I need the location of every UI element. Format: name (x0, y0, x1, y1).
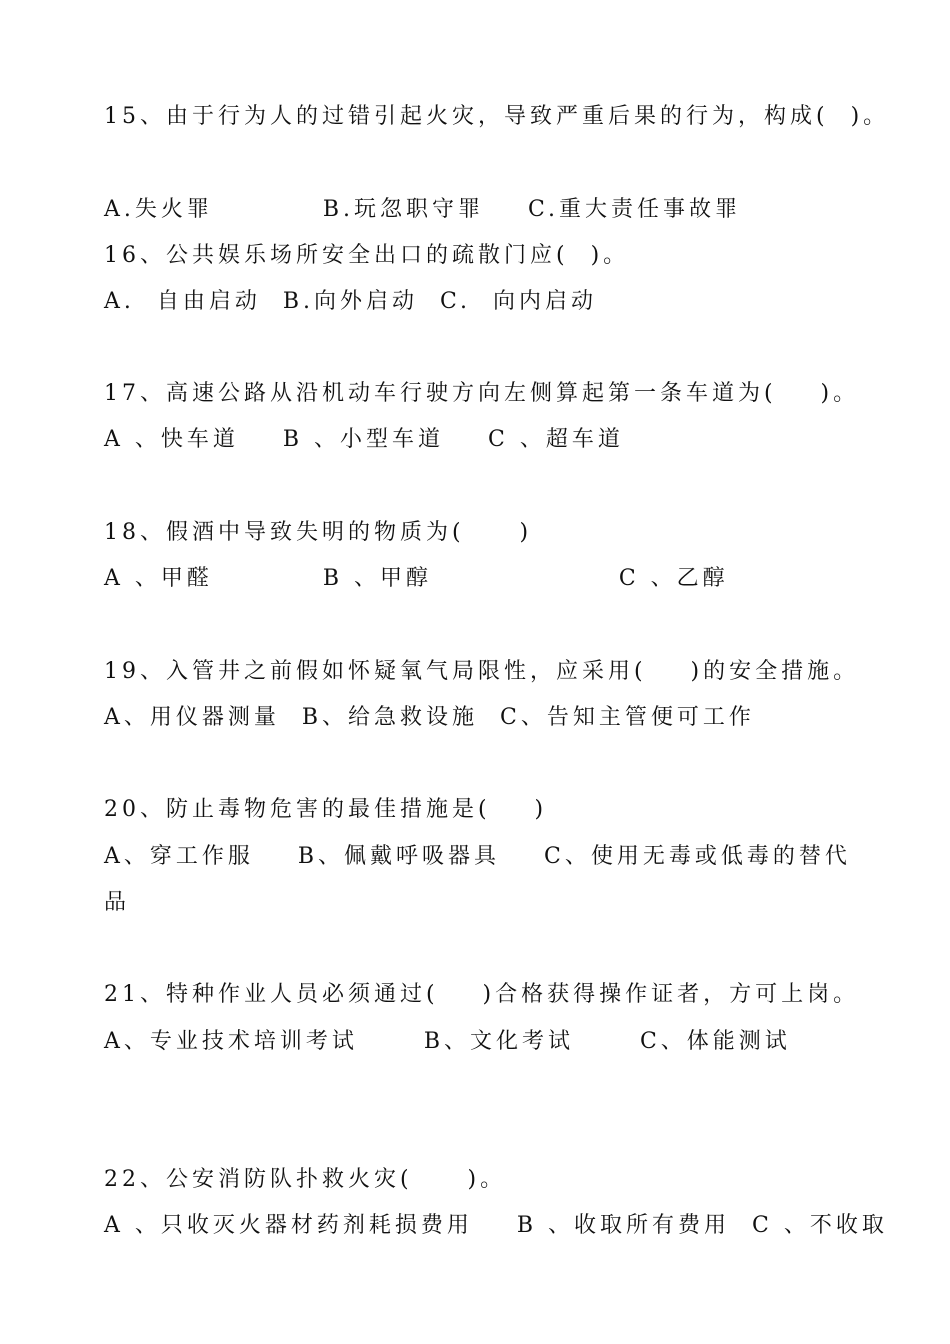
question-16-options: A. 自由启动 B.向外启动 C. 向内启动 (104, 289, 598, 314)
question-21-stem: 21、特种作业人员必须通过( )合格获得操作证者，方可上岗。 (104, 982, 860, 1007)
question-20-options: A、穿工作服 B、佩戴呼吸器具 C、使用无毒或低毒的替代 (104, 844, 851, 869)
question-20-stem: 20、防止毒物危害的最佳措施是( ) (104, 797, 548, 822)
question-15-stem: 15、由于行为人的过错引起火灾，导致严重后果的行为，构成( )。 (104, 104, 890, 129)
question-16-stem: 16、公共娱乐场所安全出口的疏散门应( )。 (104, 243, 630, 268)
question-15-options: A.失火罪 B.玩忽职守罪 C.重大责任事故罪 (104, 197, 741, 222)
question-18-options: A 、甲醛 B 、甲醇 C 、乙醇 (104, 566, 729, 591)
question-17-options: A 、快车道 B 、小型车道 C 、超车道 (104, 427, 624, 452)
question-17-stem: 17、高速公路从沿机动车行驶方向左侧算起第一条车道为( )。 (104, 381, 860, 406)
question-22-stem: 22、公安消防队扑救火灾( )。 (104, 1167, 507, 1192)
question-19-options: A、用仪器测量 B、给急救设施 C、告知主管便可工作 (104, 705, 755, 730)
question-20-options-continued: 品 (104, 890, 131, 915)
question-21-options: A、专业技术培训考试 B、文化考试 C、体能测试 (104, 1029, 791, 1054)
question-19-stem: 19、入管井之前假如怀疑氧气局限性，应采用( )的安全措施。 (104, 659, 860, 684)
question-22-options: A 、只收灭火器材药剂耗损费用 B 、收取所有费用 C 、不收取 (104, 1213, 888, 1238)
question-18-stem: 18、假酒中导致失明的物质为( ) (104, 520, 533, 545)
